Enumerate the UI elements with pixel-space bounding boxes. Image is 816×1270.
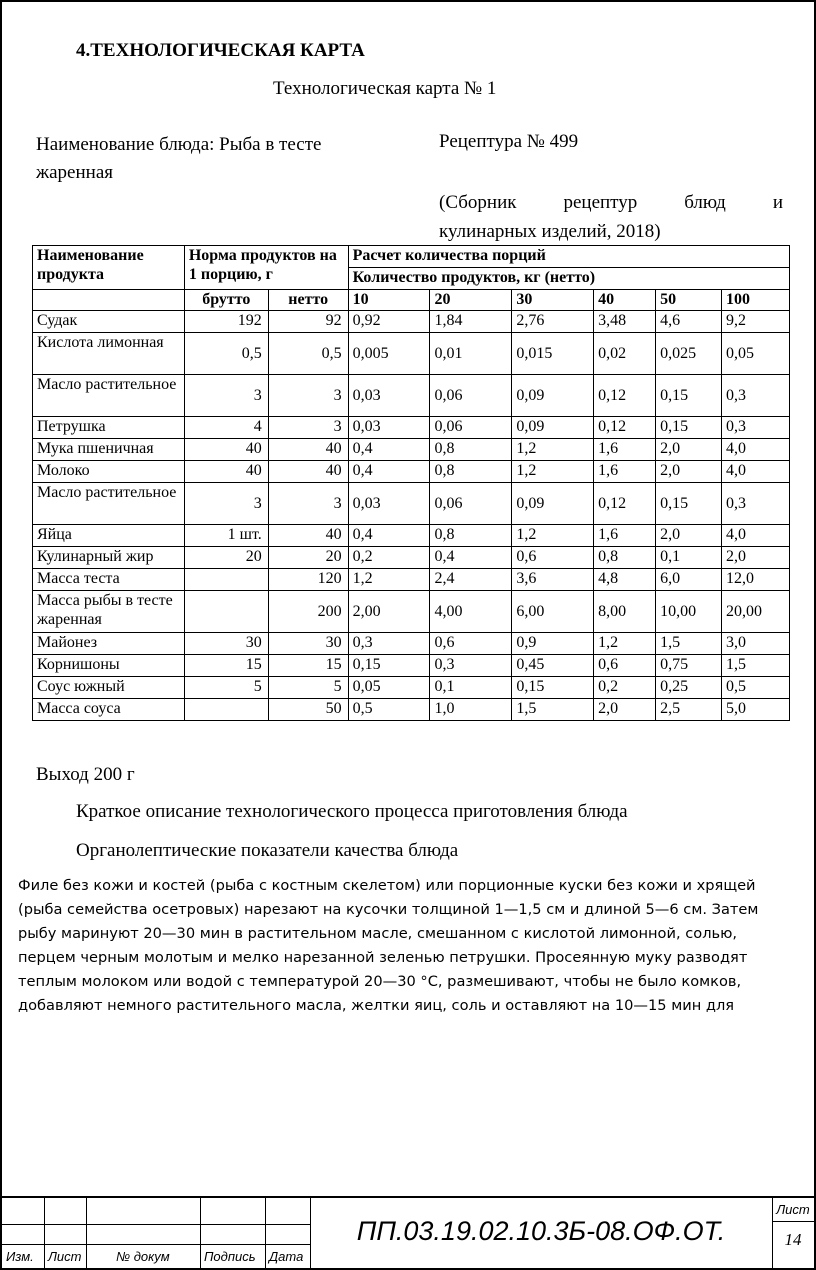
gross-weight: 3	[184, 483, 268, 525]
portion-quantity: 0,4	[348, 461, 430, 483]
stamp-label-doc: № докум	[116, 1249, 170, 1264]
product-name: Петрушка	[33, 417, 185, 439]
output-yield: Выход 200 г	[36, 764, 135, 785]
portion-quantity: 12,0	[722, 569, 790, 591]
portion-quantity: 2,5	[656, 699, 722, 721]
portion-quantity: 2,0	[656, 461, 722, 483]
portion-quantity: 0,15	[512, 677, 594, 699]
header-portion: 100	[722, 290, 790, 311]
product-name: Масло растительное	[33, 483, 185, 525]
portion-quantity: 0,8	[430, 525, 512, 547]
product-name: Майонез	[33, 633, 185, 655]
portion-quantity: 6,0	[656, 569, 722, 591]
document-code: ПП.03.19.02.10.3Б-08.ОФ.ОТ.	[356, 1216, 726, 1246]
table-body	[33, 311, 790, 721]
portion-quantity: 0,05	[348, 677, 430, 699]
portion-quantity: 0,9	[512, 633, 594, 655]
portion-quantity: 2,00	[348, 591, 430, 633]
net-weight: 30	[268, 633, 348, 655]
portion-quantity: 0,1	[656, 547, 722, 569]
net-weight: 5	[268, 677, 348, 699]
portion-quantity: 0,1	[430, 677, 512, 699]
table-row	[33, 655, 790, 677]
gross-weight	[184, 591, 268, 633]
header-portion: 40	[594, 290, 656, 311]
section-heading: 4.ТЕХНОЛОГИЧЕСКАЯ КАРТА	[76, 40, 365, 61]
portion-quantity: 0,025	[656, 333, 722, 375]
card-title: Технологическая карта № 1	[273, 78, 497, 99]
portion-quantity: 1,5	[512, 699, 594, 721]
portion-quantity: 0,4	[348, 439, 430, 461]
product-name: Соус южный	[33, 677, 185, 699]
portion-quantity: 1,6	[594, 461, 656, 483]
product-name: Корнишоны	[33, 655, 185, 677]
header-calc: Расчет количества порций	[348, 246, 789, 268]
portion-quantity: 0,12	[594, 375, 656, 417]
stamp-col-divider	[86, 1198, 87, 1270]
process-heading: Краткое описание технологического процесса приготовления блюда	[76, 801, 628, 822]
header-portion: 10	[348, 290, 430, 311]
gross-weight: 192	[184, 311, 268, 333]
portion-quantity: 1,84	[430, 311, 512, 333]
table-row	[33, 633, 790, 655]
header-norm: Норма продуктов на 1 порцию, г	[184, 246, 348, 290]
portion-quantity: 0,06	[430, 483, 512, 525]
net-weight: 20	[268, 547, 348, 569]
portion-quantity: 4,6	[656, 311, 722, 333]
portion-quantity: 3,0	[722, 633, 790, 655]
header-qty: Количество продуктов, кг (нетто)	[348, 268, 789, 290]
gross-weight	[184, 569, 268, 591]
portion-quantity: 0,4	[348, 525, 430, 547]
portion-quantity: 0,09	[512, 375, 594, 417]
portion-quantity: 2,0	[656, 439, 722, 461]
organoleptic-heading: Органолептические показатели качества блюда	[76, 840, 459, 861]
product-name: Кулинарный жир	[33, 547, 185, 569]
portion-quantity: 3,6	[512, 569, 594, 591]
portion-quantity: 0,6	[512, 547, 594, 569]
header-portion: 20	[430, 290, 512, 311]
product-name: Масса рыбы в тесте жаренная	[33, 591, 185, 633]
portion-quantity: 0,03	[348, 375, 430, 417]
gross-weight: 5	[184, 677, 268, 699]
net-weight: 200	[268, 591, 348, 633]
gross-weight: 40	[184, 439, 268, 461]
stamp-col-divider	[44, 1198, 45, 1270]
dish-name-line1: Наименование блюда: Рыба в тесте	[36, 134, 322, 155]
net-weight: 120	[268, 569, 348, 591]
portion-quantity: 1,2	[512, 525, 594, 547]
portion-quantity: 0,5	[722, 677, 790, 699]
portion-quantity: 0,005	[348, 333, 430, 375]
portion-quantity: 0,3	[722, 375, 790, 417]
portion-quantity: 0,3	[722, 483, 790, 525]
portion-quantity: 4,0	[722, 439, 790, 461]
portion-quantity: 0,12	[594, 417, 656, 439]
gross-weight: 4	[184, 417, 268, 439]
sheet-number: 14	[784, 1230, 802, 1249]
portion-quantity: 0,8	[594, 547, 656, 569]
portion-quantity: 2,4	[430, 569, 512, 591]
title-block-stamp	[0, 1196, 814, 1270]
portion-quantity: 0,8	[430, 439, 512, 461]
portion-quantity: 2,0	[594, 699, 656, 721]
stamp-sheet-divider	[772, 1221, 814, 1222]
table-row	[33, 677, 790, 699]
table-row	[33, 569, 790, 591]
stamp-label-sign: Подпись	[204, 1249, 256, 1264]
table-row	[33, 333, 790, 375]
table-row	[33, 311, 790, 333]
net-weight: 0,5	[268, 333, 348, 375]
portion-quantity: 0,15	[656, 375, 722, 417]
product-name: Масло растительное	[33, 375, 185, 417]
net-weight: 92	[268, 311, 348, 333]
table-row	[33, 461, 790, 483]
portion-quantity: 1,6	[594, 525, 656, 547]
portion-quantity: 0,15	[656, 417, 722, 439]
net-weight: 40	[268, 461, 348, 483]
portion-quantity: 1,2	[512, 461, 594, 483]
portion-quantity: 0,3	[348, 633, 430, 655]
net-weight: 40	[268, 439, 348, 461]
net-weight: 3	[268, 483, 348, 525]
gross-weight: 20	[184, 547, 268, 569]
net-weight: 50	[268, 699, 348, 721]
gross-weight: 15	[184, 655, 268, 677]
portion-quantity: 0,25	[656, 677, 722, 699]
portion-quantity: 0,09	[512, 483, 594, 525]
gross-weight: 40	[184, 461, 268, 483]
header-portion: 50	[656, 290, 722, 311]
portion-quantity: 5,0	[722, 699, 790, 721]
portion-quantity: 4,00	[430, 591, 512, 633]
header-product: Наименование продукта	[33, 246, 185, 290]
table-row	[33, 591, 790, 633]
gross-weight: 1 шт.	[184, 525, 268, 547]
header-net: нетто	[268, 290, 348, 311]
portion-quantity: 0,15	[348, 655, 430, 677]
portion-quantity: 0,2	[348, 547, 430, 569]
net-weight: 40	[268, 525, 348, 547]
portion-quantity: 0,92	[348, 311, 430, 333]
product-name: Мука пшеничная	[33, 439, 185, 461]
portion-quantity: 8,00	[594, 591, 656, 633]
header-empty	[33, 290, 185, 311]
recipe-number: Рецептура № 499	[439, 131, 579, 152]
net-weight: 15	[268, 655, 348, 677]
portion-quantity: 1,5	[656, 633, 722, 655]
recipe-collection	[439, 188, 783, 246]
portion-quantity: 3,48	[594, 311, 656, 333]
portion-quantity: 1,6	[594, 439, 656, 461]
portion-quantity: 0,09	[512, 417, 594, 439]
header-gross: брутто	[184, 290, 268, 311]
portion-quantity: 0,06	[430, 375, 512, 417]
portion-quantity: 0,015	[512, 333, 594, 375]
portion-quantity: 9,2	[722, 311, 790, 333]
product-name: Масса теста	[33, 569, 185, 591]
stamp-row-divider	[0, 1224, 310, 1225]
stamp-col-divider	[200, 1198, 201, 1270]
table-row	[33, 699, 790, 721]
portion-quantity: 0,6	[430, 633, 512, 655]
gross-weight: 30	[184, 633, 268, 655]
net-weight: 3	[268, 417, 348, 439]
stamp-label-date: Дата	[269, 1249, 304, 1264]
stamp-row-divider	[0, 1244, 310, 1245]
table-row	[33, 375, 790, 417]
portion-quantity: 0,75	[656, 655, 722, 677]
gross-weight: 3	[184, 375, 268, 417]
portion-quantity: 0,03	[348, 483, 430, 525]
portion-quantity: 2,0	[656, 525, 722, 547]
product-name: Кислота лимонная	[33, 333, 185, 375]
portion-quantity: 6,00	[512, 591, 594, 633]
portion-quantity: 0,01	[430, 333, 512, 375]
process-description: Филе без кожи и костей (рыба с костным скелетом) или порционные куски без кожи и хрящей (рыба семейства осетровых) нарезают на кусочки толщиной 1—1,5 см и длиной 5—6 см. Затем рыбу маринуют 20—30 мин в растительном масле, смешанном с кислотой лимонной, солью, перцем черным молотым и мелко нарезанной зеленью петрушки. Просеянную муку разводят теплым молоком или водой с температурой 20—30 °С, размешивают, чтобы не было комков, добавляют немного растительного масла, желтки яиц, соль и оставляют на 10—15 мин для	[18, 877, 759, 1014]
net-weight: 3	[268, 375, 348, 417]
recipe-collection-line2: кулинарных изделий, 2018)	[439, 221, 661, 242]
product-name: Судак	[33, 311, 185, 333]
portion-quantity: 4,0	[722, 461, 790, 483]
gross-weight	[184, 699, 268, 721]
portion-quantity: 0,5	[348, 699, 430, 721]
portion-quantity: 0,12	[594, 483, 656, 525]
portion-quantity: 1,2	[348, 569, 430, 591]
portion-quantity: 4,0	[722, 525, 790, 547]
portion-quantity: 0,06	[430, 417, 512, 439]
portion-quantity: 0,05	[722, 333, 790, 375]
portion-quantity: 0,3	[722, 417, 790, 439]
portion-quantity: 0,4	[430, 547, 512, 569]
header-portion: 30	[512, 290, 594, 311]
gross-weight: 0,5	[184, 333, 268, 375]
table-row	[33, 547, 790, 569]
tech-card-table	[32, 245, 790, 721]
portion-quantity: 0,2	[594, 677, 656, 699]
table-row	[33, 439, 790, 461]
sheet-label: Лист	[776, 1202, 810, 1217]
product-name: Молоко	[33, 461, 185, 483]
portion-quantity: 2,0	[722, 547, 790, 569]
dish-name-line2: жаренная	[36, 162, 114, 183]
portion-quantity: 0,6	[594, 655, 656, 677]
stamp-label-sheet: Лист	[48, 1249, 82, 1264]
portion-quantity: 1,2	[594, 633, 656, 655]
portion-quantity: 10,00	[656, 591, 722, 633]
portion-quantity: 1,2	[512, 439, 594, 461]
portion-quantity: 1,5	[722, 655, 790, 677]
portion-quantity: 0,02	[594, 333, 656, 375]
table-row	[33, 417, 790, 439]
portion-quantity: 0,03	[348, 417, 430, 439]
table-row	[33, 483, 790, 525]
portion-quantity: 0,3	[430, 655, 512, 677]
product-name: Яйца	[33, 525, 185, 547]
portion-quantity: 1,0	[430, 699, 512, 721]
recipe-collection-line1: (Сборник рецептур блюд и	[439, 192, 783, 213]
dish-name	[36, 131, 396, 187]
portion-quantity: 0,8	[430, 461, 512, 483]
product-name: Масса соуса	[33, 699, 185, 721]
table-row	[33, 525, 790, 547]
portion-quantity: 20,00	[722, 591, 790, 633]
portion-quantity: 4,8	[594, 569, 656, 591]
stamp-col-divider	[265, 1198, 266, 1270]
portion-quantity: 2,76	[512, 311, 594, 333]
stamp-label-change: Изм.	[6, 1249, 34, 1264]
portion-quantity: 0,45	[512, 655, 594, 677]
portion-quantity: 0,15	[656, 483, 722, 525]
